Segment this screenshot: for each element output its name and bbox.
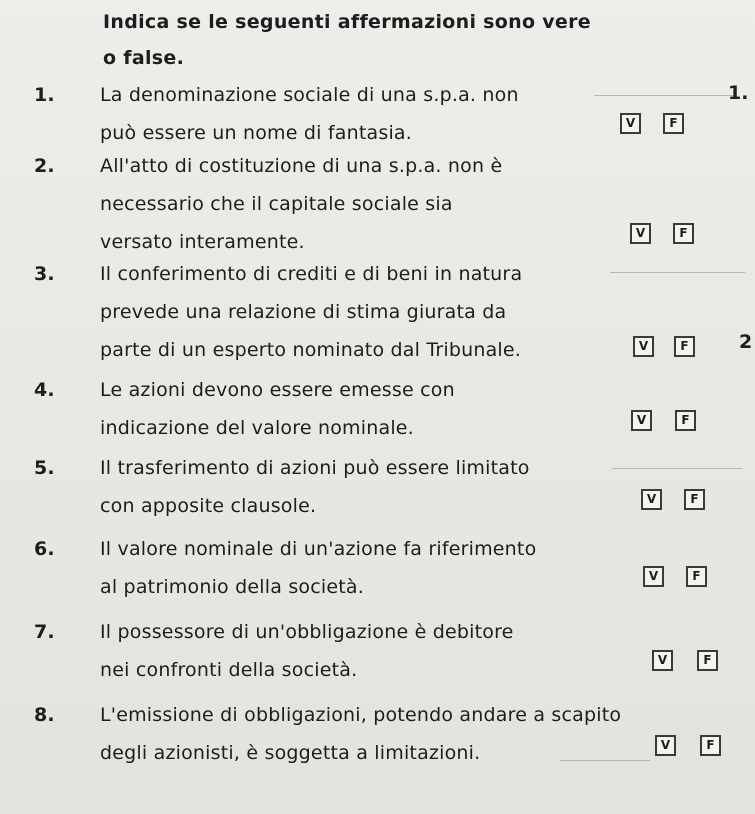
answer-line [610,272,745,273]
question-number: 1. [34,84,55,106]
question-number: 7. [34,621,55,643]
question-8: 8. L'emissione di obbligazioni, potendo andare a scapito degli azionisti, è soggetta a limitazioni. [34,696,714,772]
q4-true-box[interactable]: V [631,410,652,431]
answer-line [560,760,650,761]
q7-false-box[interactable]: F [697,650,718,671]
question-number: 5. [34,457,55,479]
q5-false-box[interactable]: F [684,489,705,510]
instruction-line-1: Indica se le seguenti affermazioni sono vere [103,11,591,33]
question-number: 3. [34,263,55,285]
question-number: 8. [34,704,55,726]
question-number: 2. [34,155,55,177]
q5-true-box[interactable]: V [641,489,662,510]
q6-false-box[interactable]: F [686,566,707,587]
answer-line [594,95,734,96]
q3-true-box[interactable]: V [633,336,654,357]
q2-true-box[interactable]: V [630,223,651,244]
q1-false-box[interactable]: F [663,113,684,134]
question-6: 6. Il valore nominale di un'azione fa riferimento al patrimonio della società. [34,530,634,606]
q7-true-box[interactable]: V [652,650,673,671]
instruction-text [103,4,683,76]
question-4: 4. Le azioni devono essere emesse con indicazione del valore nominale. [34,371,634,447]
question-3: 3. Il conferimento di crediti e di beni in natura prevede una relazione di stima giurata da parte di un esperto nominato dal Tribunale. [34,255,634,369]
question-5: 5. Il trasferimento di azioni può essere limitato con apposite clausole. [34,449,634,525]
question-number: 6. [34,538,55,560]
question-2: 2. All'atto di costituzione di una s.p.a. non è necessario che il capitale sociale sia versato interamente. [34,147,634,261]
q1-true-box[interactable]: V [620,113,641,134]
q4-false-box[interactable]: F [675,410,696,431]
q3-false-box[interactable]: F [674,336,695,357]
answer-line [612,468,742,469]
question-number: 4. [34,379,55,401]
instruction-line-2: o false. [103,47,185,69]
q8-true-box[interactable]: V [655,735,676,756]
question-1: 1. La denominazione sociale di una s.p.a. non può essere un nome di fantasia. [34,76,634,152]
question-7: 7. Il possessore di un'obbligazione è debitore nei confronti della società. [34,613,634,689]
q6-true-box[interactable]: V [643,566,664,587]
q2-false-box[interactable]: F [673,223,694,244]
q8-false-box[interactable]: F [700,735,721,756]
side-mark-top: 1. [728,82,749,104]
side-mark-middle: 2 [739,331,753,353]
